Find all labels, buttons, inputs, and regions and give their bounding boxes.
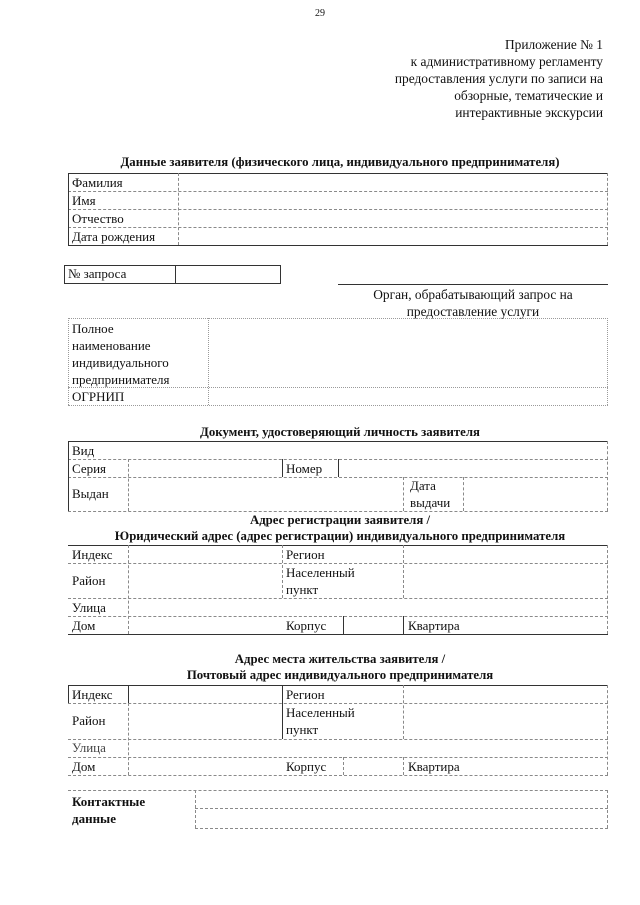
label-line: данные xyxy=(72,811,116,826)
label-reg-street: Улица xyxy=(72,600,106,615)
label-entrepreneur-full-name xyxy=(72,320,170,388)
label-surname: Фамилия xyxy=(72,175,123,190)
applicant-section-header: Данные заявителя (физического лица, индивидуального предпринимателя) xyxy=(120,155,560,169)
label-res-index: Индекс xyxy=(72,687,113,702)
label-res-house: Дом xyxy=(72,759,96,774)
label-line: Населенный xyxy=(286,565,355,580)
identity-doc-header: Документ, удостоверяющий личность заявителя xyxy=(200,425,480,439)
label-line: пункт xyxy=(286,582,319,597)
label-line: предпринимателя xyxy=(72,372,170,387)
organ-caption xyxy=(338,286,608,320)
label-doc-issue-date xyxy=(410,477,450,511)
label-doc-type: Вид xyxy=(72,443,95,458)
label-line: Дата xyxy=(410,478,436,493)
label-doc-series: Серия xyxy=(72,461,107,476)
reg-address-header-line1: Адрес регистрации заявителя / xyxy=(249,513,431,527)
organ-caption-line: предоставление услуги xyxy=(406,304,540,319)
label-res-locality xyxy=(286,704,355,738)
label-first-name: Имя xyxy=(72,193,96,208)
organ-signature-line xyxy=(338,284,608,285)
label-doc-issued-by: Выдан xyxy=(72,486,109,501)
page-number: 29 xyxy=(315,8,325,19)
organ-caption-line: Орган, обрабатывающий запрос на xyxy=(373,287,573,302)
label-reg-region: Регион xyxy=(286,547,325,562)
res-address-header-line2: Почтовый адрес индивидуального предпринимателя xyxy=(186,668,494,682)
label-res-street: Улица xyxy=(72,740,106,755)
label-request-number: № запроса xyxy=(68,266,127,281)
label-reg-apartment: Квартира xyxy=(408,618,460,633)
appendix-line: предоставления услуги по записи на xyxy=(394,71,603,86)
reg-address-header-line2: Юридический адрес (адрес регистрации) индивидуального предпринимателя xyxy=(114,529,566,543)
appendix-line: к административному регламенту xyxy=(410,54,603,69)
appendix-line: обзорные, тематические и xyxy=(454,88,603,103)
label-reg-index: Индекс xyxy=(72,547,113,562)
label-line: наименование xyxy=(72,338,151,353)
label-reg-house: Дом xyxy=(72,618,96,633)
label-ogrnip: ОГРНИП xyxy=(72,389,125,404)
label-patronymic: Отчество xyxy=(72,211,124,226)
label-birth-date: Дата рождения xyxy=(72,229,156,244)
label-line: Населенный xyxy=(286,705,355,720)
label-doc-number: Номер xyxy=(286,461,323,476)
label-reg-building: Корпус xyxy=(286,618,327,633)
label-line: выдачи xyxy=(410,495,451,510)
label-reg-district: Район xyxy=(72,573,106,588)
label-res-building: Корпус xyxy=(286,759,327,774)
appendix-caption xyxy=(303,36,603,121)
label-line: Полное xyxy=(72,321,114,336)
res-address-header-line1: Адрес места жительства заявителя / xyxy=(234,652,446,666)
label-reg-locality xyxy=(286,564,355,598)
label-line: Контактные xyxy=(72,794,146,809)
appendix-line: интерактивные экскурсии xyxy=(455,105,603,120)
label-line: пункт xyxy=(286,722,319,737)
label-res-region: Регион xyxy=(286,687,325,702)
label-res-apartment: Квартира xyxy=(408,759,460,774)
label-contacts xyxy=(72,793,145,827)
label-res-district: Район xyxy=(72,713,106,728)
label-line: индивидуального xyxy=(72,355,169,370)
appendix-line: Приложение № 1 xyxy=(504,37,603,52)
